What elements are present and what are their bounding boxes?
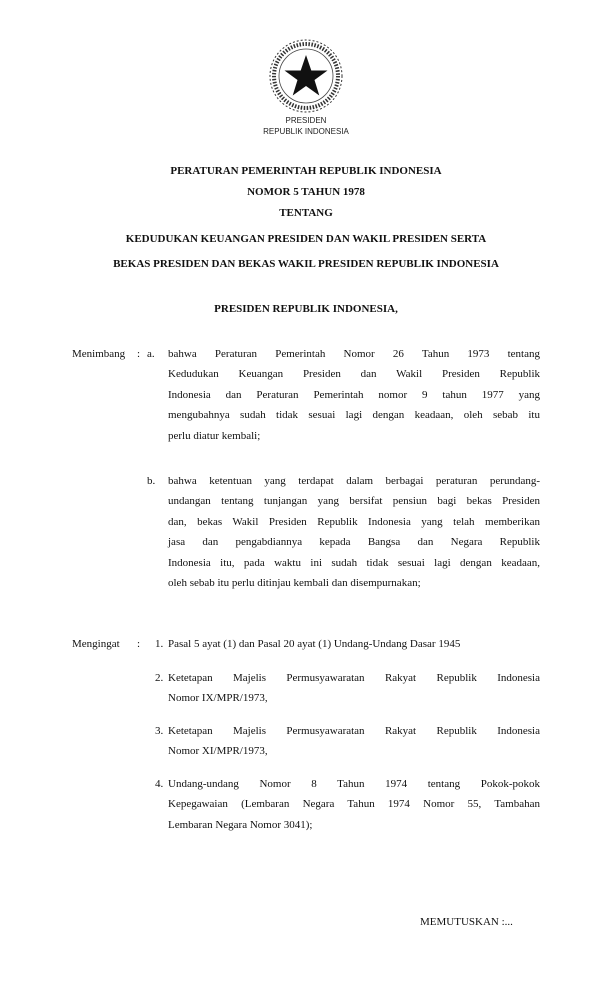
item-marker: b.: [147, 475, 156, 487]
item-marker: 2.: [155, 672, 164, 684]
preamble: PRESIDEN REPUBLIK INDONESIA,: [214, 303, 398, 315]
item-marker: 3.: [155, 725, 164, 737]
menimbang-item: [168, 471, 540, 594]
text-line: Undang-undang Nomor 8 Tahun 1974 tentang Pokok-pokok: [168, 777, 540, 790]
mengingat-item: [168, 774, 540, 836]
mengingat-colon: :: [137, 638, 141, 650]
header-president: PRESIDEN: [285, 116, 327, 125]
title-line: NOMOR 5 TAHUN 1978: [247, 186, 365, 198]
text-line: Kepegawaian (Lembaran Negara Tahun 1974 Nomor 55, Tambahan: [168, 798, 540, 810]
text-line: undangan tentang tunjangan yang bersifat pensiun bagi bekas Presiden: [168, 495, 540, 507]
header-republic: REPUBLIK INDONESIA: [263, 127, 349, 136]
text-line: oleh sebab itu perlu ditinjau kembali dan disempurnakan;: [168, 577, 421, 589]
text-line: Lembaran Negara Nomor 3041);: [168, 818, 313, 831]
text-line: Nomor IX/MPR/1973,: [168, 692, 268, 704]
text-line: perlu diatur kembali;: [168, 429, 261, 442]
mengingat-item: [168, 634, 540, 655]
text-line: Indonesia itu, pada waktu ini sudah tidak sesuai lagi dengan keadaan,: [168, 556, 540, 569]
text-line: dan, bekas Wakil Presiden Republik Indonesia yang telah memberikan: [168, 515, 540, 528]
title-line: PERATURAN PEMERINTAH REPUBLIK INDONESIA: [170, 165, 442, 177]
text-line: Indonesia dan Peraturan Pemerintah nomor 9 tahun 1977 yang: [168, 388, 540, 401]
text-line: Nomor XI/MPR/1973,: [168, 745, 268, 757]
text-line: Pasal 5 ayat (1) dan Pasal 20 ayat (1) Undang-Undang Dasar 1945: [168, 637, 461, 650]
text-line: Ketetapan Majelis Permusyawaratan Rakyat Republik Indonesia: [168, 671, 540, 684]
item-marker: a.: [147, 348, 155, 360]
title-line: KEDUDUKAN KEUANGAN PRESIDEN DAN WAKIL PRESIDEN SERTA: [125, 233, 487, 245]
footer-memutuskan: MEMUTUSKAN :...: [420, 916, 513, 928]
text-line: mengubahnya sudah tidak sesuai lagi dengan keadaan, oleh sebab itu: [168, 409, 540, 421]
menimbang-label: Menimbang: [72, 348, 126, 360]
text-line: Ketetapan Majelis Permusyawaratan Rakyat Republik Indonesia: [168, 724, 540, 737]
text-line: jasa dan pengabdiannya kepada Bangsa dan Negara Republik: [168, 536, 540, 548]
mengingat-item: [168, 721, 540, 762]
title-line: BEKAS PRESIDEN DAN BEKAS WAKIL PRESIDEN REPUBLIK INDONESIA: [113, 258, 499, 270]
presidential-seal-emblem: [266, 36, 346, 116]
text-line: Kedudukan Keuangan Presiden dan Wakil Presiden Republik: [168, 368, 540, 380]
menimbang-item: [168, 344, 540, 447]
title-line: TENTANG: [279, 207, 333, 219]
text-line: bahwa ketentuan yang terdapat dalam berbagai peraturan perundang-: [168, 474, 540, 487]
mengingat-item: [168, 668, 540, 709]
item-marker: 4.: [155, 778, 164, 790]
mengingat-label: Mengingat: [72, 638, 120, 650]
text-line: bahwa Peraturan Pemerintah Nomor 26 Tahun 1973 tentang: [168, 347, 540, 360]
menimbang-colon: :: [137, 348, 141, 360]
item-marker: 1.: [155, 638, 164, 650]
